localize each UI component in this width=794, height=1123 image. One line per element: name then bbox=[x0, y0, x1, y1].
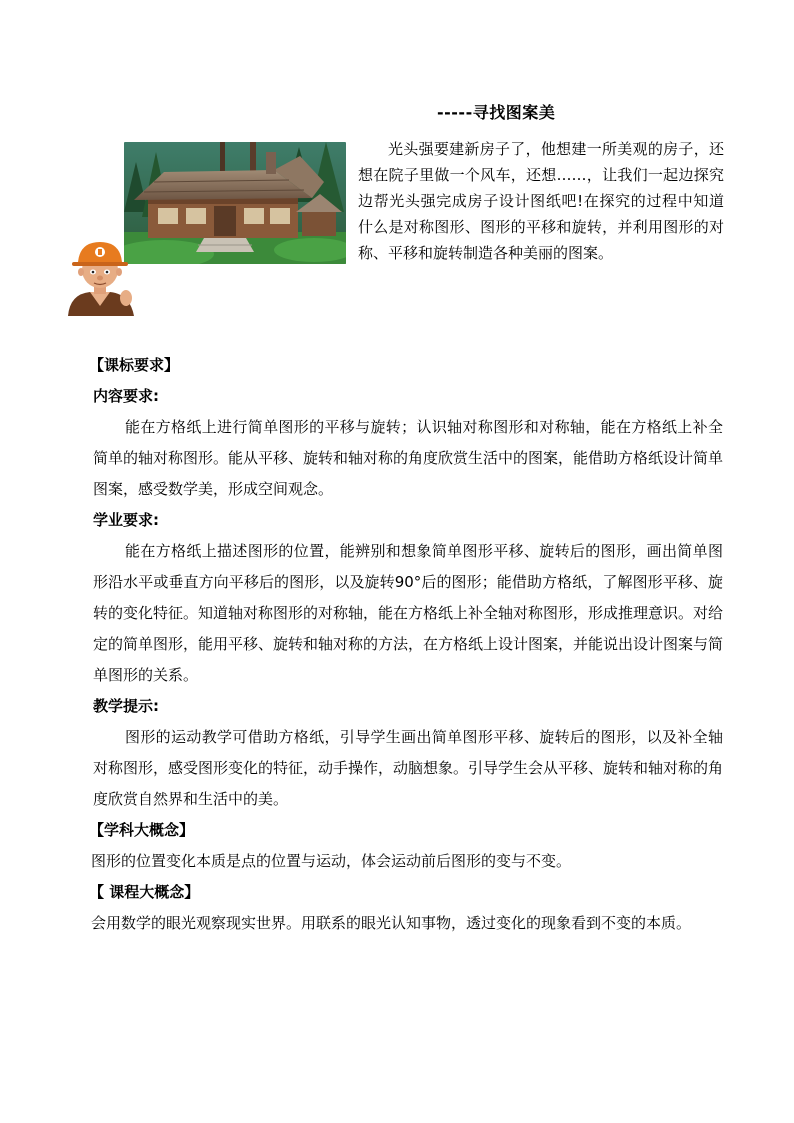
subject-concept-text: 图形的位置变化本质是点的位置与运动，体会运动前后图形的变与不变。 bbox=[91, 852, 572, 870]
subject-concept-heading: 【学科大概念】 bbox=[89, 821, 195, 839]
course-concept-text: 会用数学的眼光观察现实世界。用联系的眼光认知事物，透过变化的现象看到不变的本质。 bbox=[91, 914, 692, 932]
course-concept-heading: 【 课程大概念】 bbox=[89, 883, 200, 901]
page-title: -----寻找图案美 bbox=[437, 103, 556, 122]
content-requirement-text: 能在方格纸上进行简单图形的平移与旋转；认识轴对称图形和对称轴，能在方格纸上补全简单的轴对称图形。能从平移、旋转和轴对称的角度欣赏生活中的图案，能借助方格纸设计简单图案，感受数学美，形成空间观念。 bbox=[93, 418, 724, 498]
teaching-tip-heading: 教学提示: bbox=[93, 697, 159, 715]
house-picture-icon bbox=[124, 142, 346, 264]
academic-requirement-heading: 学业要求: bbox=[93, 511, 159, 529]
character-picture-icon bbox=[60, 236, 140, 316]
curriculum-section bbox=[89, 350, 724, 939]
character-image bbox=[60, 236, 140, 316]
curriculum-heading: 【课标要求】 bbox=[89, 356, 180, 374]
academic-requirement-text: 能在方格纸上描述图形的位置，能辨别和想象简单图形平移、旋转后的图形，画出简单图形沿水平或垂直方向平移后的图形，以及旋转90°后的图形；能借助方格纸，了解图形平移、旋转的变化特征。知道轴对称图形的对称轴，能在方格纸上补全轴对称图形，形成推理意识。对给定的简单图形，能用平移、旋转和轴对称的方法，在方格纸上设计图案，并能说出设计图案与简单图形的关系。 bbox=[93, 542, 724, 684]
house-image bbox=[124, 142, 346, 264]
content-requirement-heading: 内容要求: bbox=[93, 387, 159, 405]
teaching-tip-text: 图形的运动教学可借助方格纸，引导学生画出简单图形平移、旋转后的图形，以及补全轴对称图形，感受图形变化的特征，动手操作，动脑想象。引导学生会从平移、旋转和轴对称的角度欣赏自然界和生活中的美。 bbox=[93, 728, 724, 808]
intro-paragraph: 光头强要建新房子了，他想建一所美观的房子，还想在院子里做一个风车，还想……，让我们一起边探究边帮光头强完成房子设计图纸吧!在探究的过程中知道什么是对称图形、图形的平移和旋转，并利用图形的对称、平移和旋转制造各种美丽的图案。 bbox=[358, 140, 724, 262]
